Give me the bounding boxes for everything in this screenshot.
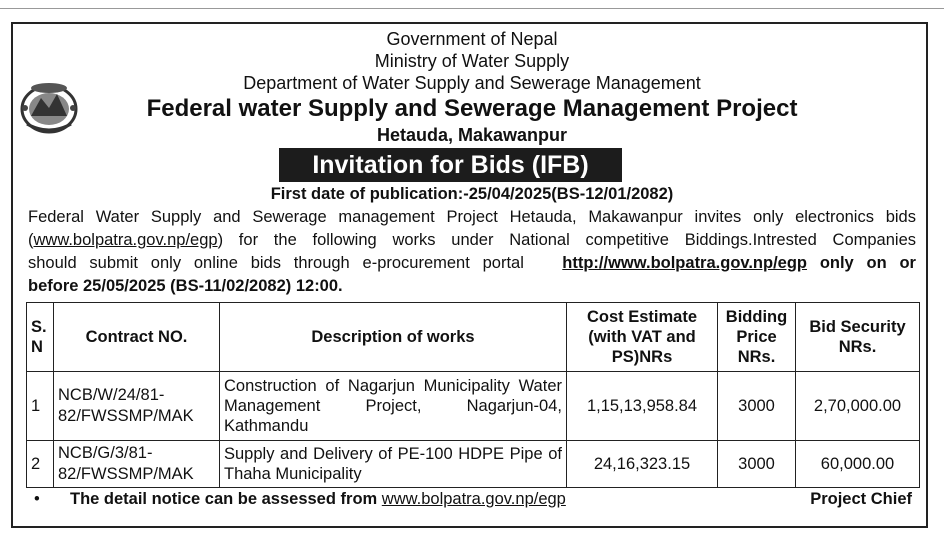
row-contract: NCB/W/24/81- 82/FWSSMP/MAK: [54, 372, 220, 441]
row-security: 60,000.00: [796, 441, 920, 488]
header-security: Bid Security NRs.: [796, 303, 920, 372]
ministry-line: Ministry of Water Supply: [374, 51, 570, 71]
row-price: 3000: [718, 441, 796, 488]
row-sn: 2: [27, 441, 54, 488]
row-security: 2,70,000.00: [796, 372, 920, 441]
notice-body: [28, 206, 916, 298]
bids-table: [26, 302, 920, 488]
table-row: [27, 372, 920, 441]
government-line: Government of Nepal: [386, 29, 558, 49]
row-sn: 1: [27, 372, 54, 441]
table-row: [27, 441, 920, 488]
project-title: Federal water Supply and Sewerage Management Project: [146, 95, 798, 122]
header-cost: Cost Estimate (with VAT and PS)NRs: [567, 303, 718, 372]
publication-date: First date of publication:-25/04/2025(BS-12/01/2082): [270, 185, 674, 203]
row-cost: 1,15,13,958.84: [567, 372, 718, 441]
department-line: Department of Water Supply and Sewerage Management: [243, 73, 701, 93]
row-price: 3000: [718, 372, 796, 441]
row-description: Construction of Nagarjun Municipality Water Management Project, Nagarjun-04, Kathmandu: [220, 372, 567, 441]
egp-link[interactable]: www.bolpatra.gov.np/egp: [33, 231, 218, 249]
bullet: •: [34, 490, 40, 508]
row-cost: 24,16,323.15: [567, 441, 718, 488]
body-line-3: should submit only online bids through e-procurement portal http://www.bolpatra.gov.np/egp only on or: [28, 254, 916, 272]
body-line-4: before 25/05/2025 (BS-11/02/2082) 12:00.: [28, 277, 343, 295]
header-sn: S. N: [27, 303, 54, 372]
header-description: Description of works: [220, 303, 567, 372]
row-contract: NCB/G/3/81- 82/FWSSMP/MAK: [54, 441, 220, 488]
body-line-1: Federal Water Supply and Sewerage management Project Hetauda, Makawanpur invites only electronics bids: [28, 208, 916, 226]
notice-title: Invitation for Bids (IFB): [279, 148, 622, 182]
top-rule: [0, 8, 944, 9]
footer-link[interactable]: www.bolpatra.gov.np/egp: [381, 490, 566, 508]
row-description: Supply and Delivery of PE-100 HDPE Pipe of Thaha Municipality: [220, 441, 567, 488]
project-location: Hetauda, Makawanpur: [376, 125, 568, 145]
footer-text: The detail notice can be assessed from www.bolpatra.gov.np/egp: [70, 490, 566, 508]
table-header-row: [27, 303, 920, 372]
portal-link[interactable]: http://www.bolpatra.gov.np/egp: [562, 254, 808, 272]
header-contract: Contract NO.: [54, 303, 220, 372]
signature: Project Chief: [810, 490, 912, 508]
body-line-2: (www.bolpatra.gov.np/egp) for the following works under National competitive Biddings.Intrested Companies: [28, 231, 916, 249]
header-price: Bidding Price NRs.: [718, 303, 796, 372]
